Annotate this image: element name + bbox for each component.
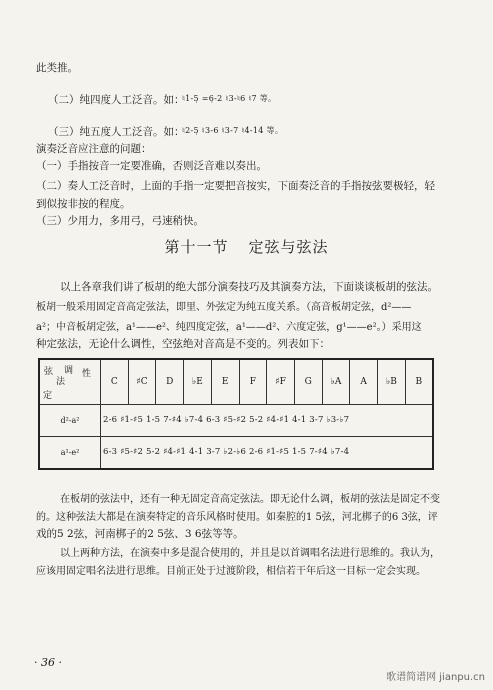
text-line: （二）纯四度人工泛音。如： — [48, 94, 185, 106]
text-line: 此类推。 — [36, 62, 78, 74]
key-header: G — [294, 359, 322, 405]
key-header: D — [156, 359, 184, 405]
page-number: · 36 · — [34, 656, 62, 669]
text-line: 的。这种弦法大都是在演奏特定的音乐风格时使用。如秦腔的1 5弦，河北梆子的6 3弦，评 — [36, 512, 438, 523]
table-row — [39, 405, 433, 437]
tuning-table — [38, 358, 434, 470]
text-line: 戏的5 2弦，河南梆子的2 5弦、3 6弦等等。 — [36, 528, 244, 540]
key-header: ♯C — [128, 359, 156, 405]
notation-example: ♮2-5̣ ♮3-6 ♮3-7 ♮4-14 等。 — [182, 126, 284, 135]
text-line: 种定弦法，无论什么调性，空弦绝对音高是不变的。列表如下： — [36, 338, 330, 350]
key-header: A — [350, 359, 378, 405]
key-header: ♭B — [378, 359, 406, 405]
row-label: d²-a² — [39, 405, 101, 437]
text-line: （三）少用力，多用弓，弓速稍快。 — [36, 215, 204, 227]
text-line: a²；中音板胡定弦，a¹——e²、纯四度定弦，a¹——d²、六度定弦，g¹——e²。）采用这 — [36, 322, 422, 333]
key-header: C — [101, 359, 129, 405]
text-line: 演奏泛音应注意的问题： — [36, 143, 152, 155]
section-title: 定弦与弦法 — [248, 238, 329, 256]
text-line: 以上两种方法，在演奏中多是混合使用的，并且是以首调唱名法进行思维的。我认为， — [60, 548, 440, 559]
text-line: 应该用固定唱名法进行思维。目前正处于过渡阶段，相信若干年后这一目标一定会实现。 — [36, 566, 426, 577]
text-line: 在板胡的弦法中，还有一种无固定音高定弦法。即无论什么调，板胡的弦法是固定不变 — [60, 494, 440, 505]
corner-tune: 调 — [64, 366, 74, 376]
key-header: F — [239, 359, 267, 405]
text-line: （一）手指按音一定要准确，否则泛音难以奏出。 — [36, 160, 267, 172]
table-header-row — [39, 359, 433, 405]
text-line: 到似按非按的程度。 — [36, 198, 131, 210]
corner-sex: 性 — [82, 369, 92, 379]
key-header: E — [211, 359, 239, 405]
row-values: 2-6 ♯1-♯5 1-5 7-♯4 ♭7-4 6-3 ♯5-♯2 5-2 ♯4-♯1 4-1 3-7 ♭3-♭7 — [101, 405, 434, 437]
corner-xian: 弦 — [44, 367, 54, 377]
text-line: 板胡一般采用固定音高定弦法，即里、外弦定为纯五度关系。（高音板胡定弦，d²—— — [36, 302, 412, 313]
row-label: a¹-e² — [39, 436, 101, 469]
text-line: 以上各章我们讲了板胡的绝大部分演奏技巧及其演奏方法，下面谈谈板胡的弦法。 — [60, 281, 438, 293]
key-header: B — [405, 359, 433, 405]
table-corner — [39, 359, 101, 405]
row-values: 6-3 ♯5-♯2 5-2 ♯4-♯1 4-1 3-7 ♭2-♭6 2-6 ♯1-♯5 1-5 7-♯4 ♭7-4 — [101, 436, 434, 469]
corner-ding: 定 — [43, 391, 53, 401]
notation-example: ♮1-5̣ =6̣-2 ♮3-♮6 ♮7 等。 — [182, 94, 277, 103]
text-line: （二）奏人工泛音时，上面的手指一定要把音按实，下面奏泛音的手指按弦要极轻，轻 — [36, 180, 435, 192]
text-line: （三）纯五度人工泛音。如： — [48, 126, 185, 138]
table-row — [39, 436, 433, 469]
section-number: 第十一节 — [164, 238, 229, 256]
key-header: ♭A — [322, 359, 350, 405]
corner-law: 法 — [56, 377, 66, 387]
key-header: ♯F — [267, 359, 295, 405]
key-header: ♭E — [184, 359, 212, 405]
watermark: 歌谱简谱网 jianpu.cn — [386, 672, 485, 683]
section-heading — [0, 236, 493, 257]
